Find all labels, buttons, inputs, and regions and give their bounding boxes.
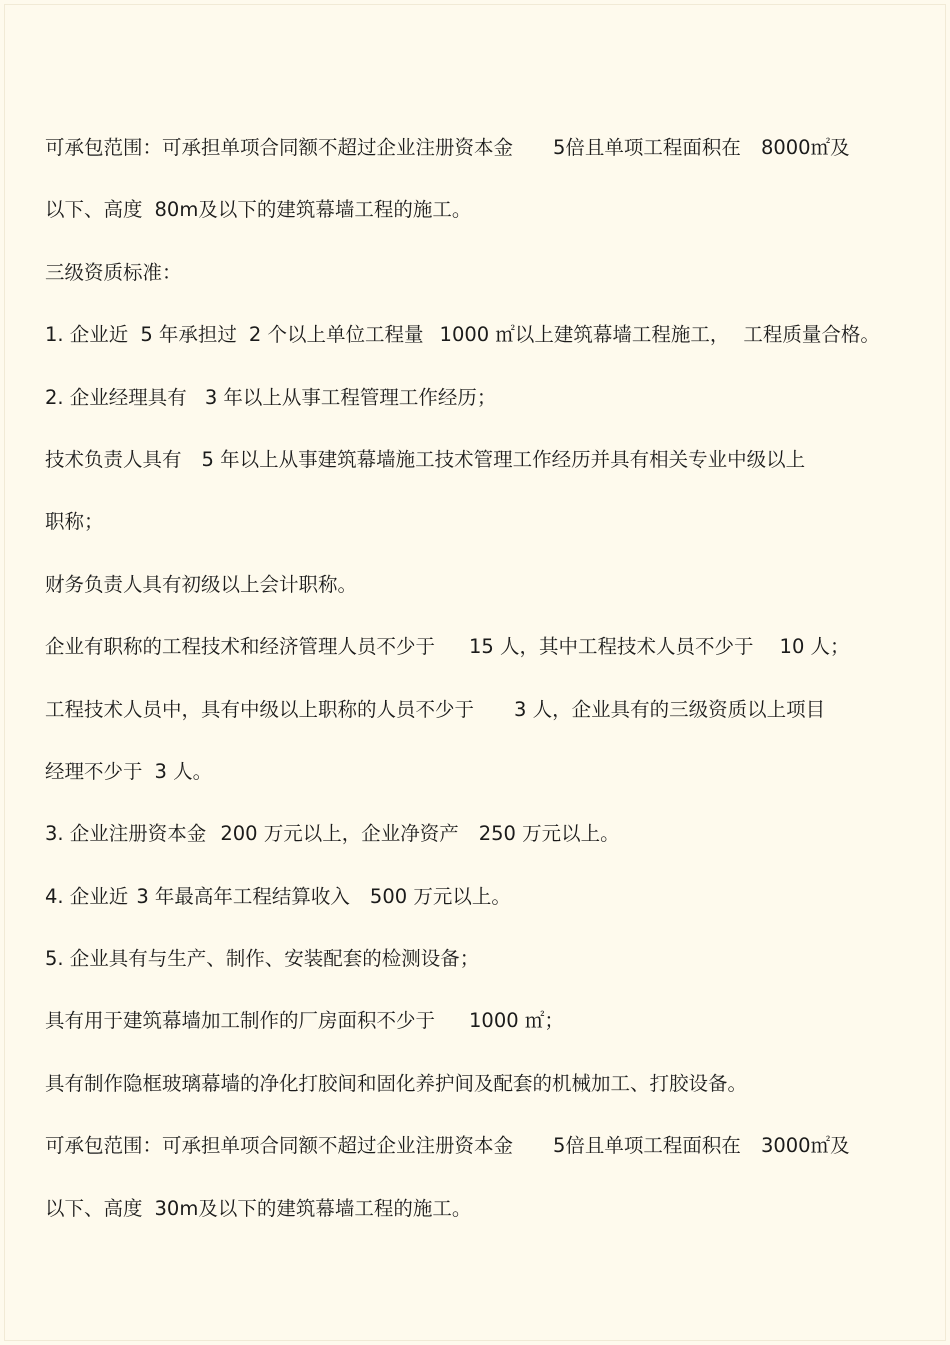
text-segment: 3000㎡及 <box>760 1134 850 1158</box>
text-line-15 <box>45 1000 915 1062</box>
text-line-17 <box>45 1125 915 1187</box>
text-segment: 具有用于建筑幕墙加工制作的厂房面积不少于 <box>45 1009 436 1033</box>
text-segment: 5倍且单项工程面积在 <box>553 1134 741 1158</box>
text-segment: 2. 企业经理具有 <box>45 385 187 409</box>
text-segment: 8000㎡及 <box>760 136 850 159</box>
text-line-9 <box>45 626 915 688</box>
text-segment: 3 年以上从事工程管理工作经历； <box>204 385 497 409</box>
text-line-7 <box>45 501 915 563</box>
text-segment: 2 个以上单位工程量 <box>248 323 424 347</box>
text-line-2 <box>45 189 915 251</box>
text-line-18 <box>45 1188 915 1250</box>
text-segment: 经理不少于 <box>45 759 143 783</box>
text-segment: 1000 ㎡以上建筑幕墙工程施工， <box>439 323 730 347</box>
text-segment: 技术负责人具有 <box>45 447 182 471</box>
document-body <box>45 127 915 1250</box>
text-segment: 以下、高度 <box>45 198 143 222</box>
text-segment: 5. 企业具有与生产、制作、安装配套的检测设备； <box>45 947 480 971</box>
text-segment: 500 万元以上。 <box>369 884 511 908</box>
text-segment: 3 人，企业具有的三级资质以上项目 <box>514 697 826 721</box>
text-line-8 <box>45 564 915 626</box>
text-line-12 <box>45 813 915 875</box>
text-segment: 职称； <box>45 510 104 534</box>
text-line-13 <box>45 876 915 938</box>
text-line-16 <box>45 1063 915 1125</box>
text-segment: 1. 企业近 <box>45 323 129 347</box>
text-segment: 具有制作隐框玻璃幕墙的净化打胶间和固化养护间及配套的机械加工、打胶设备。 <box>45 1071 748 1095</box>
text-segment: 10 人； <box>779 635 850 659</box>
section-heading <box>45 252 915 314</box>
text-segment: 5 年以上从事建筑幕墙施工技术管理工作经历并具有相关专业中级以上 <box>201 447 806 471</box>
text-segment: 5 年承担过 <box>140 323 237 347</box>
text-line-10 <box>45 689 915 751</box>
text-segment: 可承包范围：可承担单项合同额不超过企业注册资本金 <box>45 1134 514 1158</box>
text-segment: 工程技术人员中，具有中级以上职称的人员不少于 <box>45 697 475 721</box>
text-line-11 <box>45 751 915 813</box>
text-line-6 <box>45 439 915 501</box>
text-segment: 以下、高度 <box>45 1196 143 1220</box>
text-segment: 财务负责人具有初级以上会计职称。 <box>45 572 358 596</box>
text-segment: 企业有职称的工程技术和经济管理人员不少于 <box>45 635 436 659</box>
text-line-14 <box>45 938 915 1000</box>
text-segment: 200 万元以上，企业净资产 <box>220 822 459 846</box>
text-segment: 3. 企业注册资本金 <box>45 822 207 846</box>
text-segment: 3 年最高年工程结算收入 <box>136 884 350 908</box>
text-segment: 15 人，其中工程技术人员不少于 <box>469 635 754 659</box>
text-segment: 250 万元以上。 <box>478 822 620 846</box>
text-segment: 30m及以下的建筑幕墙工程的施工。 <box>154 1196 472 1220</box>
text-line-5 <box>45 377 915 439</box>
text-line-1 <box>45 127 915 189</box>
text-segment: 5倍且单项工程面积在 <box>553 136 741 159</box>
text-segment: 三级资质标准： <box>45 260 182 284</box>
text-segment: 工程质量合格。 <box>743 323 880 347</box>
text-line-4 <box>45 314 915 376</box>
text-segment: 可承包范围：可承担单项合同额不超过企业注册资本金 <box>45 136 514 159</box>
text-segment: 4. 企业近 <box>45 884 129 908</box>
text-segment: 80m及以下的建筑幕墙工程的施工。 <box>154 198 472 222</box>
text-segment: 1000 ㎡； <box>469 1009 564 1033</box>
text-segment: 3 人。 <box>154 759 213 783</box>
